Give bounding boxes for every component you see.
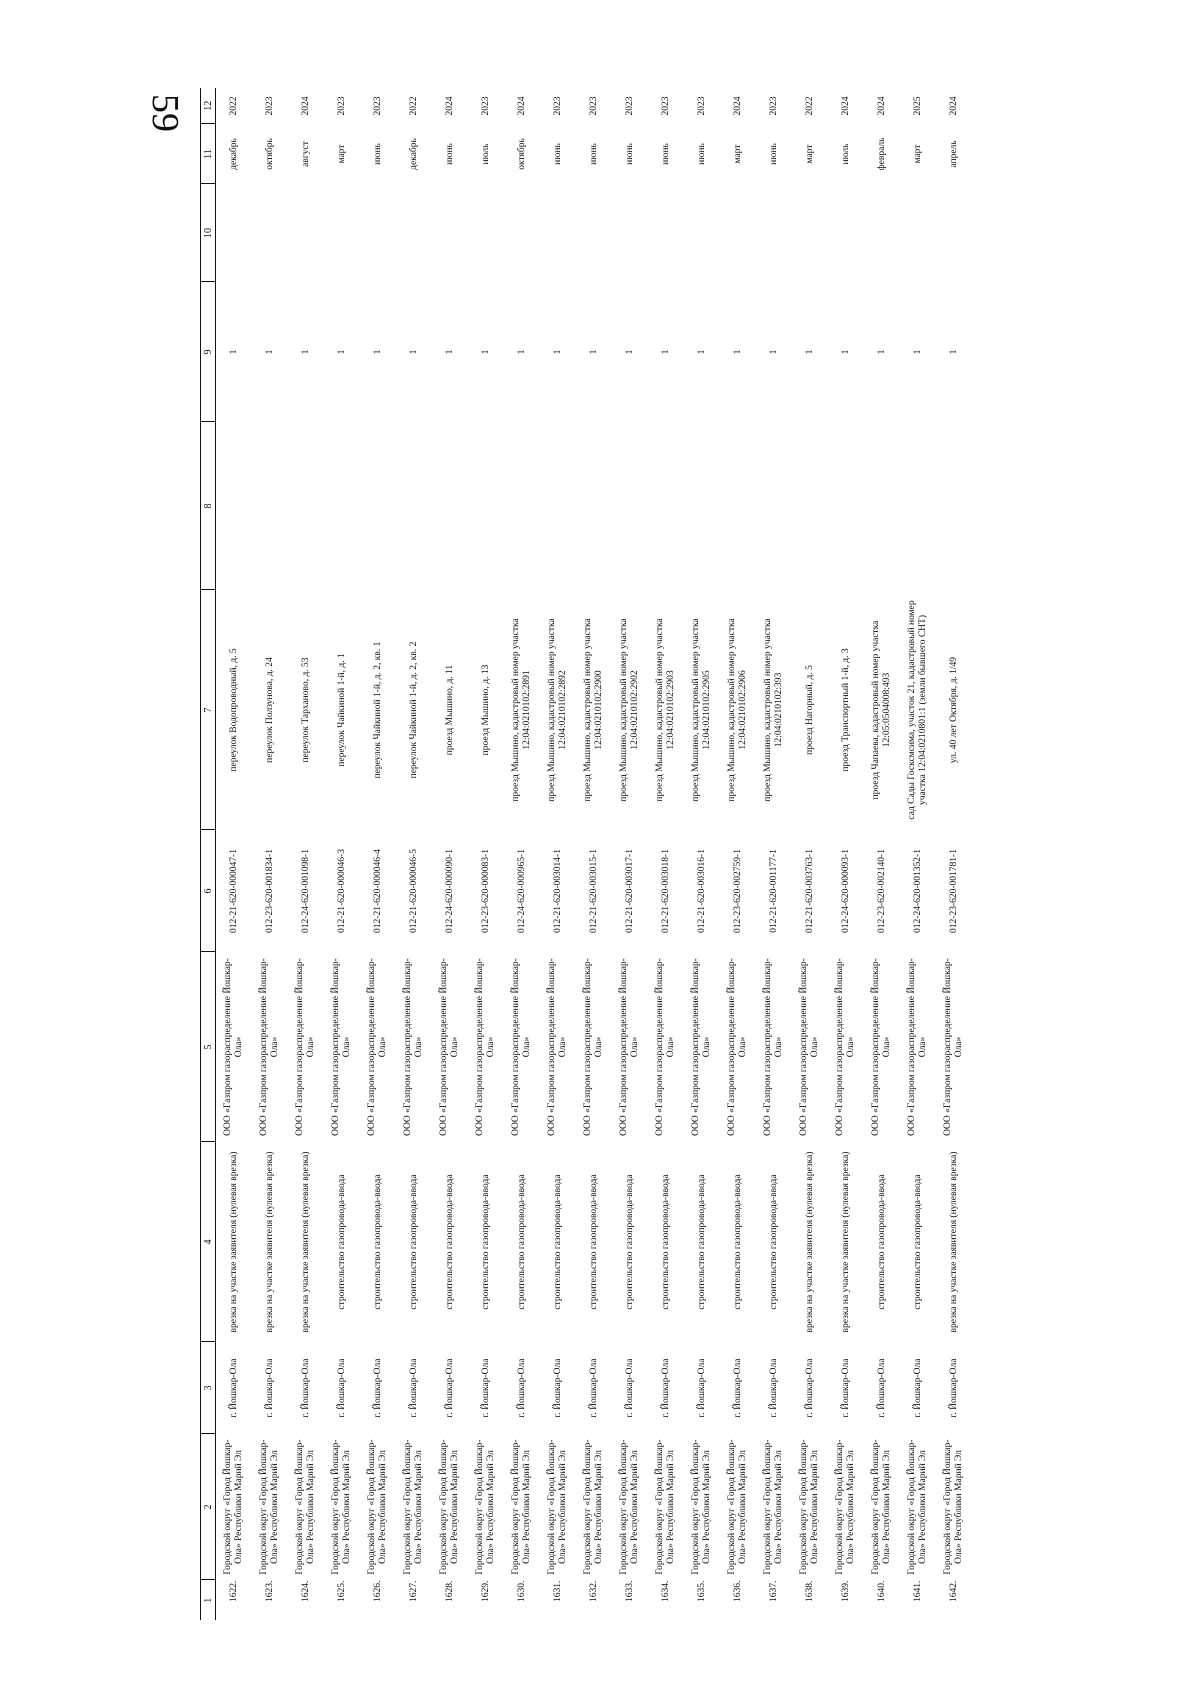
quantity-cell: 1	[948, 349, 959, 355]
column-header: 10	[201, 184, 216, 282]
municipality-cell: Городской округ «Город Йошкар-Ола» Республики Марий Эл	[907, 1439, 928, 1575]
row-number: 1637.	[768, 1580, 779, 1602]
column-header: 7	[201, 590, 216, 830]
row-number: 1631.	[552, 1580, 563, 1602]
column-8-cell	[864, 422, 900, 590]
work-type-cell: строительство газопровода-ввода	[696, 1174, 707, 1310]
year-cell: 2023	[768, 96, 779, 116]
month-cell: июль	[840, 143, 851, 165]
organization-cell: ООО «Газпром газораспределение Йошкар-Ола»	[655, 958, 676, 1136]
organization-cell: ООО «Газпром газораспределение Йошкар-Ола»	[691, 958, 712, 1136]
work-type-cell: строительство газопровода-ввода	[516, 1174, 527, 1310]
application-number-cell: 012-24-620-001352-1	[912, 849, 923, 933]
month-cell: февраль	[876, 137, 887, 171]
column-8-cell	[432, 422, 468, 590]
month-cell: апрель	[948, 140, 959, 168]
work-type-cell: строительство газопровода-ввода	[336, 1174, 347, 1310]
organization-cell: ООО «Газпром газораспределение Йошкар-Ола»	[439, 958, 460, 1136]
column-header: 2	[201, 1434, 216, 1580]
address-cell: проезд Нагорный, д. 5	[804, 665, 815, 755]
month-cell: июнь	[768, 143, 779, 165]
municipality-cell: Городской округ «Город Йошкар-Ола» Республики Марий Эл	[223, 1439, 244, 1575]
address-cell: проезд Мышино, кадастровый номер участка 12:04:0210102:2891	[511, 618, 532, 802]
municipality-cell: Городской округ «Город Йошкар-Ола» Республики Марий Эл	[475, 1439, 496, 1575]
city-cell: г. Йошкар-Ола	[300, 1358, 311, 1418]
work-type-cell: строительство газопровода-ввода	[408, 1174, 419, 1310]
address-cell: проезд Мышино, д. 11	[444, 664, 455, 756]
address-cell: проезд Мышино, кадастровый номер участка 12:04:0210102:2903	[655, 618, 676, 802]
column-8-cell	[468, 422, 504, 590]
table-row	[864, 88, 900, 1620]
address-cell: переулок Тарханово, д. 53	[300, 657, 311, 763]
address-cell: проезд Чапаева, кадастровый номер участка 12:05:0504008:493	[871, 620, 892, 800]
quantity-cell: 1	[768, 349, 779, 355]
organization-cell: ООО «Газпром газораспределение Йошкар-Ола»	[907, 958, 928, 1136]
column-10-cell	[720, 184, 756, 282]
column-8-cell	[576, 422, 612, 590]
year-cell: 2024	[300, 96, 311, 116]
work-type-cell: врезка на участке заявителя (нулевая врезка)	[228, 1151, 239, 1333]
column-8-cell	[288, 422, 324, 590]
quantity-cell: 1	[624, 349, 635, 355]
organization-cell: ООО «Газпром газораспределение Йошкар-Ола»	[223, 958, 244, 1136]
address-cell: переулок Водопроводный, д. 5	[228, 648, 239, 772]
row-number: 1634.	[660, 1580, 671, 1602]
municipality-cell: Городской округ «Город Йошкар-Ола» Республики Марий Эл	[295, 1439, 316, 1575]
year-cell: 2024	[840, 96, 851, 116]
table-row	[936, 88, 972, 1620]
municipality-cell: Городской округ «Город Йошкар-Ола» Республики Марий Эл	[655, 1439, 676, 1575]
city-cell: г. Йошкар-Ола	[336, 1358, 347, 1418]
work-type-cell: врезка на участке заявителя (нулевая врезка)	[948, 1151, 959, 1333]
month-cell: март	[336, 144, 347, 164]
address-cell: проезд Мышино, кадастровый номер участка 12:04:0210102:2900	[583, 618, 604, 802]
column-10-cell	[900, 184, 936, 282]
organization-cell: ООО «Газпром газораспределение Йошкар-Ола»	[583, 958, 604, 1136]
row-number: 1641.	[912, 1580, 923, 1602]
row-number: 1626.	[372, 1580, 383, 1602]
table-row	[216, 88, 253, 1620]
work-type-cell: строительство газопровода-ввода	[588, 1174, 599, 1310]
application-number-cell: 012-21-620-003014-1	[552, 849, 563, 933]
month-cell: июнь	[624, 143, 635, 165]
month-cell: октябрь	[516, 138, 527, 170]
column-header: 4	[201, 1142, 216, 1342]
address-cell: проезд Мышино, кадастровый номер участка 12:04:0210102:2902	[619, 618, 640, 802]
organization-cell: ООО «Газпром газораспределение Йошкар-Ола»	[511, 958, 532, 1136]
month-cell: июнь	[372, 143, 383, 165]
application-number-cell: 012-21-620-000046-3	[336, 849, 347, 933]
organization-cell: ООО «Газпром газораспределение Йошкар-Ола»	[295, 958, 316, 1136]
column-10-cell	[216, 184, 253, 282]
address-cell: проезд Мышино, кадастровый номер участка 12:04:0210102:2892	[547, 618, 568, 802]
table-row	[324, 88, 360, 1620]
row-number: 1635.	[696, 1580, 707, 1602]
column-header: 1	[201, 1580, 216, 1620]
application-number-cell: 012-24-620-000965-1	[516, 849, 527, 933]
address-cell: проезд Мышино, кадастровый номер участка 12:04:0210102:393	[763, 618, 784, 802]
table-row	[360, 88, 396, 1620]
application-number-cell: 012-21-620-000046-4	[372, 849, 383, 933]
table-row	[684, 88, 720, 1620]
column-8-cell	[900, 422, 936, 590]
municipality-cell: Городской округ «Город Йошкар-Ола» Республики Марий Эл	[835, 1439, 856, 1575]
address-cell: проезд Мышино, кадастровый номер участка 12:04:0210102:2905	[691, 618, 712, 802]
column-8-cell	[324, 422, 360, 590]
column-10-cell	[792, 184, 828, 282]
page-number: 59	[144, 94, 186, 132]
row-number: 1642.	[948, 1580, 959, 1602]
row-number: 1628.	[444, 1580, 455, 1602]
row-number: 1629.	[480, 1580, 491, 1602]
organization-cell: ООО «Газпром газораспределение Йошкар-Ола»	[475, 958, 496, 1136]
column-10-cell	[396, 184, 432, 282]
municipality-cell: Городской округ «Город Йошкар-Ола» Республики Марий Эл	[763, 1439, 784, 1575]
row-number: 1633.	[624, 1580, 635, 1602]
address-cell: сад Сады Госксмсима, участок 21, кадастровый номер участка 12:04:0210801:1 (земли бывшего СНТ)	[907, 600, 928, 820]
row-number: 1625.	[336, 1580, 347, 1602]
quantity-cell: 1	[912, 349, 923, 355]
organization-cell: ООО «Газпром газораспределение Йошкар-Ола»	[727, 958, 748, 1136]
application-number-cell: 012-24-620-000093-1	[840, 849, 851, 933]
city-cell: г. Йошкар-Ола	[228, 1358, 239, 1418]
column-10-cell	[324, 184, 360, 282]
column-8-cell	[792, 422, 828, 590]
column-8-cell	[684, 422, 720, 590]
year-cell: 2024	[876, 96, 887, 116]
column-header: 3	[201, 1342, 216, 1434]
table-row	[540, 88, 576, 1620]
rotated-table-container	[200, 88, 980, 1620]
quantity-cell: 1	[300, 349, 311, 355]
column-10-cell	[612, 184, 648, 282]
application-number-cell: 012-23-620-002140-1	[876, 849, 887, 933]
work-type-cell: строительство газопровода-ввода	[624, 1174, 635, 1310]
organization-cell: ООО «Газпром газораспределение Йошкар-Ола»	[619, 958, 640, 1136]
quantity-cell: 1	[588, 349, 599, 355]
work-type-cell: строительство газопровода-ввода	[444, 1174, 455, 1310]
application-number-cell: 012-21-620-003016-1	[696, 849, 707, 933]
year-cell: 2023	[372, 96, 383, 116]
column-header: 12	[201, 88, 216, 124]
city-cell: г. Йошкар-Ола	[732, 1358, 743, 1418]
city-cell: г. Йошкар-Ола	[372, 1358, 383, 1418]
row-number: 1627.	[408, 1580, 419, 1602]
organization-cell: ООО «Газпром газораспределение Йошкар-Ола»	[943, 958, 964, 1136]
column-10-cell	[828, 184, 864, 282]
city-cell: г. Йошкар-Ола	[552, 1358, 563, 1418]
row-number: 1639.	[840, 1580, 851, 1602]
year-cell: 2023	[552, 96, 563, 116]
column-header: 5	[201, 952, 216, 1142]
column-10-cell	[648, 184, 684, 282]
year-cell: 2024	[948, 96, 959, 116]
address-cell: проезд Мышино, д. 13	[480, 664, 491, 756]
municipality-cell: Городской округ «Город Йошкар-Ола» Республики Марий Эл	[943, 1439, 964, 1575]
organization-cell: ООО «Газпром газораспределение Йошкар-Ола»	[835, 958, 856, 1136]
month-cell: декабрь	[228, 138, 239, 170]
column-8-cell	[828, 422, 864, 590]
quantity-cell: 1	[732, 349, 743, 355]
year-cell: 2023	[264, 96, 275, 116]
table-row	[432, 88, 468, 1620]
work-type-cell: врезка на участке заявителя (нулевая врезка)	[264, 1151, 275, 1333]
address-cell: переулок Чайкиной 1-й, д. 2, кв. 2	[408, 641, 419, 779]
month-cell: июнь	[588, 143, 599, 165]
city-cell: г. Йошкар-Ола	[588, 1358, 599, 1418]
column-header: 11	[201, 124, 216, 184]
column-8-cell	[936, 422, 972, 590]
column-10-cell	[504, 184, 540, 282]
city-cell: г. Йошкар-Ола	[264, 1358, 275, 1418]
column-8-cell	[252, 422, 288, 590]
row-number: 1632.	[588, 1580, 599, 1602]
column-8-cell	[396, 422, 432, 590]
address-cell: переулок Чайкиной 1-й, д. 1	[336, 653, 347, 767]
year-cell: 2023	[336, 96, 347, 116]
year-cell: 2023	[588, 96, 599, 116]
table-row	[720, 88, 756, 1620]
city-cell: г. Йошкар-Ола	[948, 1358, 959, 1418]
column-10-cell	[540, 184, 576, 282]
year-cell: 2024	[516, 96, 527, 116]
municipality-cell: Городской округ «Город Йошкар-Ола» Республики Марий Эл	[511, 1439, 532, 1575]
month-cell: март	[912, 144, 923, 164]
city-cell: г. Йошкар-Ола	[408, 1358, 419, 1418]
quantity-cell: 1	[336, 349, 347, 355]
month-cell: июль	[480, 143, 491, 165]
row-number: 1638.	[804, 1580, 815, 1602]
year-cell: 2023	[624, 96, 635, 116]
column-header: 8	[201, 422, 216, 590]
row-number: 1623.	[264, 1580, 275, 1602]
column-8-cell	[360, 422, 396, 590]
quantity-cell: 1	[696, 349, 707, 355]
column-10-cell	[288, 184, 324, 282]
application-number-cell: 012-21-620-003015-1	[588, 849, 599, 933]
city-cell: г. Йошкар-Ола	[768, 1358, 779, 1418]
table-row	[576, 88, 612, 1620]
column-8-cell	[504, 422, 540, 590]
application-number-cell: 012-21-620-003017-1	[624, 849, 635, 933]
organization-cell: ООО «Газпром газораспределение Йошкар-Ола»	[367, 958, 388, 1136]
column-8-cell	[720, 422, 756, 590]
municipality-cell: Городской округ «Город Йошкар-Ола» Республики Марий Эл	[583, 1439, 604, 1575]
column-10-cell	[936, 184, 972, 282]
city-cell: г. Йошкар-Ола	[480, 1358, 491, 1418]
work-type-cell: строительство газопровода-ввода	[552, 1174, 563, 1310]
work-type-cell: строительство газопровода-ввода	[912, 1174, 923, 1310]
organization-cell: ООО «Газпром газораспределение Йошкар-Ола»	[259, 958, 280, 1136]
city-cell: г. Йошкар-Ола	[444, 1358, 455, 1418]
month-cell: июнь	[696, 143, 707, 165]
column-8-cell	[216, 422, 253, 590]
work-type-cell: врезка на участке заявителя (нулевая врезка)	[840, 1151, 851, 1333]
month-cell: июнь	[552, 143, 563, 165]
city-cell: г. Йошкар-Ола	[660, 1358, 671, 1418]
table-row	[288, 88, 324, 1620]
address-cell: переулок Ползунова, д. 24	[264, 657, 275, 763]
organization-cell: ООО «Газпром газораспределение Йошкар-Ола»	[403, 958, 424, 1136]
month-cell: октябрь	[264, 138, 275, 170]
work-type-cell: строительство газопровода-ввода	[480, 1174, 491, 1310]
municipality-cell: Городской округ «Город Йошкар-Ола» Республики Марий Эл	[331, 1439, 352, 1575]
municipality-cell: Городской округ «Город Йошкар-Ола» Республики Марий Эл	[691, 1439, 712, 1575]
quantity-cell: 1	[264, 349, 275, 355]
work-type-cell: строительство газопровода-ввода	[768, 1174, 779, 1310]
table-row	[396, 88, 432, 1620]
quantity-cell: 1	[840, 349, 851, 355]
table-row	[252, 88, 288, 1620]
row-number: 1636.	[732, 1580, 743, 1602]
organization-cell: ООО «Газпром газораспределение Йошкар-Ола»	[763, 958, 784, 1136]
year-cell: 2023	[480, 96, 491, 116]
column-8-cell	[756, 422, 792, 590]
application-number-cell: 012-24-620-000090-1	[444, 849, 455, 933]
quantity-cell: 1	[444, 349, 455, 355]
column-8-cell	[612, 422, 648, 590]
work-type-cell: врезка на участке заявителя (нулевая врезка)	[300, 1151, 311, 1333]
municipality-cell: Городской округ «Город Йошкар-Ола» Республики Марий Эл	[439, 1439, 460, 1575]
table-row	[648, 88, 684, 1620]
application-number-cell: 012-23-620-001781-1	[948, 849, 959, 933]
table-row	[612, 88, 648, 1620]
quantity-cell: 1	[804, 349, 815, 355]
work-type-cell: строительство газопровода-ввода	[660, 1174, 671, 1310]
quantity-cell: 1	[516, 349, 527, 355]
year-cell: 2025	[912, 96, 923, 116]
column-10-cell	[684, 184, 720, 282]
table-row	[468, 88, 504, 1620]
municipality-cell: Городской округ «Город Йошкар-Ола» Республики Марий Эл	[871, 1439, 892, 1575]
quantity-cell: 1	[480, 349, 491, 355]
year-cell: 2024	[444, 96, 455, 116]
application-number-cell: 012-21-620-000047-1	[228, 849, 239, 933]
table-row	[828, 88, 864, 1620]
quantity-cell: 1	[408, 349, 419, 355]
row-number: 1622.	[228, 1580, 239, 1602]
header-row	[201, 88, 216, 1620]
application-number-cell: 012-23-620-002759-1	[732, 849, 743, 933]
address-cell: проезд Мышино, кадастровый номер участка 12:04:0210102:2906	[727, 618, 748, 802]
application-number-cell: 012-21-620-003763-1	[804, 849, 815, 933]
municipality-cell: Городской округ «Город Йошкар-Ола» Республики Марий Эл	[727, 1439, 748, 1575]
municipality-cell: Городской округ «Город Йошкар-Ола» Республики Марий Эл	[799, 1439, 820, 1575]
municipality-cell: Городской округ «Город Йошкар-Ола» Республики Марий Эл	[547, 1439, 568, 1575]
column-8-cell	[540, 422, 576, 590]
city-cell: г. Йошкар-Ола	[516, 1358, 527, 1418]
organization-cell: ООО «Газпром газораспределение Йошкар-Ола»	[331, 958, 352, 1136]
month-cell: декабрь	[408, 138, 419, 170]
municipality-cell: Городской округ «Город Йошкар-Ола» Республики Марий Эл	[367, 1439, 388, 1575]
year-cell: 2023	[660, 96, 671, 116]
registry-table	[200, 88, 972, 1620]
column-header: 9	[201, 282, 216, 422]
month-cell: август	[300, 141, 311, 167]
column-10-cell	[252, 184, 288, 282]
application-number-cell: 012-23-620-001834-1	[264, 849, 275, 933]
year-cell: 2022	[804, 96, 815, 116]
table-row	[792, 88, 828, 1620]
city-cell: г. Йошкар-Ола	[624, 1358, 635, 1418]
organization-cell: ООО «Газпром газораспределение Йошкар-Ола»	[799, 958, 820, 1136]
city-cell: г. Йошкар-Ола	[696, 1358, 707, 1418]
table-row	[900, 88, 936, 1620]
column-10-cell	[432, 184, 468, 282]
application-number-cell: 012-24-620-001098-1	[300, 849, 311, 933]
column-10-cell	[468, 184, 504, 282]
address-cell: ул. 40 лет Октября, д. 1/49	[948, 656, 959, 764]
column-10-cell	[360, 184, 396, 282]
row-number: 1624.	[300, 1580, 311, 1602]
application-number-cell: 012-21-620-000046-5	[408, 849, 419, 933]
column-10-cell	[864, 184, 900, 282]
application-number-cell: 012-21-620-001177-1	[768, 849, 779, 933]
row-number: 1630.	[516, 1580, 527, 1602]
column-8-cell	[648, 422, 684, 590]
year-cell: 2022	[228, 96, 239, 116]
month-cell: июнь	[660, 143, 671, 165]
quantity-cell: 1	[228, 349, 239, 355]
quantity-cell: 1	[372, 349, 383, 355]
address-cell: переулок Чайкиной 1-й, д. 2, кв. 1	[372, 641, 383, 779]
month-cell: март	[732, 144, 743, 164]
work-type-cell: строительство газопровода-ввода	[876, 1174, 887, 1310]
table-row	[504, 88, 540, 1620]
year-cell: 2024	[732, 96, 743, 116]
column-header: 6	[201, 830, 216, 952]
table-row	[756, 88, 792, 1620]
municipality-cell: Городской округ «Город Йошкар-Ола» Республики Марий Эл	[259, 1439, 280, 1575]
year-cell: 2022	[408, 96, 419, 116]
city-cell: г. Йошкар-Ола	[804, 1358, 815, 1418]
month-cell: июнь	[444, 143, 455, 165]
work-type-cell: врезка на участке заявителя (нулевая врезка)	[804, 1151, 815, 1333]
organization-cell: ООО «Газпром газораспределение Йошкар-Ола»	[547, 958, 568, 1136]
address-cell: проезд Транспортный 1-й, д. 3	[840, 648, 851, 772]
organization-cell: ООО «Газпром газораспределение Йошкар-Ола»	[871, 958, 892, 1136]
quantity-cell: 1	[552, 349, 563, 355]
column-10-cell	[576, 184, 612, 282]
row-number: 1640.	[876, 1580, 887, 1602]
work-type-cell: строительство газопровода-ввода	[732, 1174, 743, 1310]
table-body	[216, 88, 973, 1620]
month-cell: март	[804, 144, 815, 164]
column-10-cell	[756, 184, 792, 282]
application-number-cell: 012-23-620-000083-1	[480, 849, 491, 933]
application-number-cell: 012-21-620-003018-1	[660, 849, 671, 933]
quantity-cell: 1	[660, 349, 671, 355]
year-cell: 2023	[696, 96, 707, 116]
city-cell: г. Йошкар-Ола	[912, 1358, 923, 1418]
city-cell: г. Йошкар-Ола	[840, 1358, 851, 1418]
work-type-cell: строительство газопровода-ввода	[372, 1174, 383, 1310]
quantity-cell: 1	[876, 349, 887, 355]
city-cell: г. Йошкар-Ола	[876, 1358, 887, 1418]
municipality-cell: Городской округ «Город Йошкар-Ола» Республики Марий Эл	[403, 1439, 424, 1575]
municipality-cell: Городской округ «Город Йошкар-Ола» Республики Марий Эл	[619, 1439, 640, 1575]
